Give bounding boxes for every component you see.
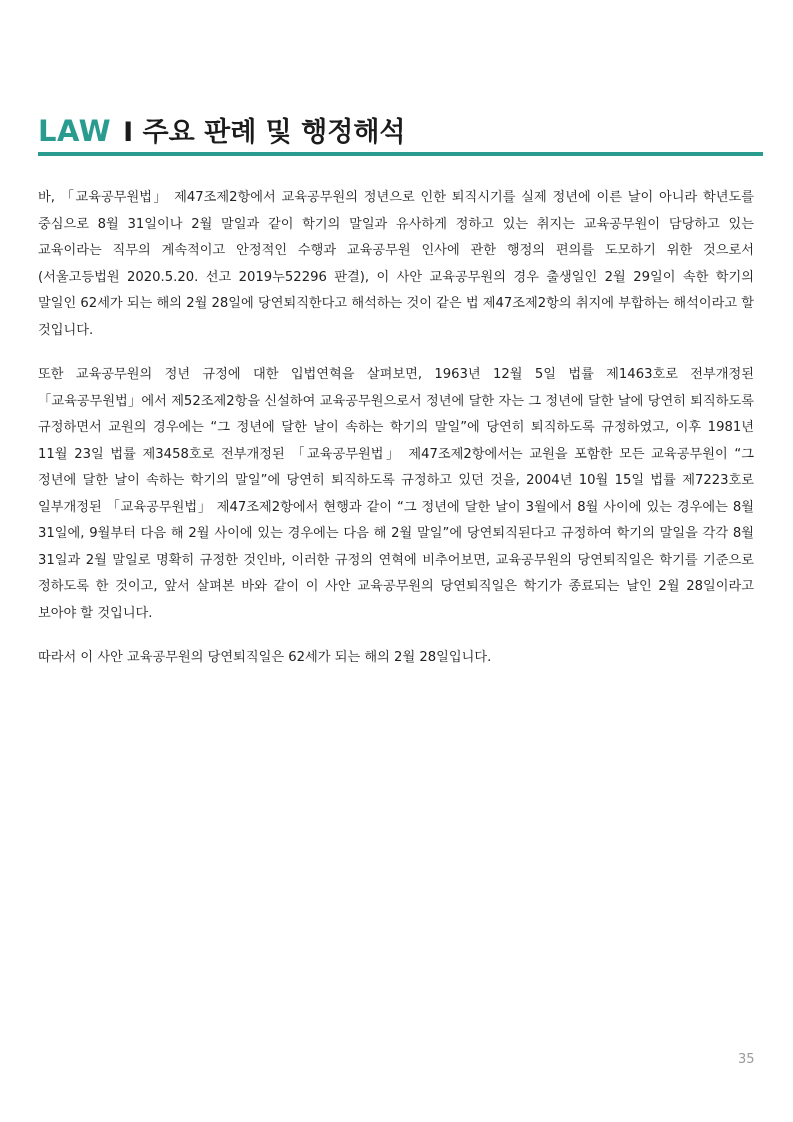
page-number: 35 (738, 1052, 755, 1067)
header-divider (38, 152, 763, 156)
paragraph-2: 또한 교육공무원의 정년 규정에 대한 입법연혁을 살펴보면, 1963년 12월 5일 법률 제1463호로 전부개정된 「교육공무원법」에서 제52조제2항을 신설하여 교육공무원으로서 정년에 달한 자는 그 정년에 달한 날에 당연히 퇴직하도록 규정하면서 교원의 경우에는 “그 정년에 달한 날이 속하는 학기의 말일”에 당연히 퇴직하도록 규정하였고, 이후 1981년 11월 23일 법률 제3458호로 전부개정된 「교육공무원법」 제47조제2항에서는 교원을 포함한 모든 교육공무원이 “그 정년에 달한 날이 속하는 학기의 말일”에 당연히 퇴직하도록 규정하고 있던 것을, 2004년 10월 15일 법률 제7223호로 일부개정된 「교육공무원법」 제47조제2항에서 현행과 같이 “그 정년에 달한 날이 3월에서 8월 사이에 있는 경우에는 8월 31일에, 9월부터 다음 해 2월 사이에 있는 경우에는 다음 해 2월 말일”에 당연퇴직된다고 규정하여 학기의 말일을 각각 8월 31일과 2월 말일로 명확히 규정한 것인바, 이러한 규정의 연혁에 비추어보면, 교육공무원의 당연퇴직일은 학기를 기준으로 정하도록 한 것이고, 앞서 살펴본 바와 같이 이 사안 교육공무원의 당연퇴직일은 학기가 종료되는 날인 2월 28일이라고 보아야 할 것입니다. (38, 367, 754, 621)
paragraph-1: 바, 「교육공무원법」 제47조제2항에서 교육공무원의 정년으로 인한 퇴직시기를 실제 정년에 이른 날이 아니라 학년도를 중심으로 8월 31일이나 2월 말일과 같이 학기의 말일과 유사하게 정하고 있는 취지는 교육공무원이 담당하고 있는 교육이라는 직무의 계속적이고 안정적인 수행과 교육공무원 인사에 관한 행정의 편의를 도모하기 위한 것으로서(서울고등법원 2020.5.20. 선고 2019누52296 판결), 이 사안 교육공무원의 경우 출생일인 2월 29일이 속한 학기의 말일인 62세가 되는 해의 2월 28일에 당연퇴직한다고 해석하는 것이 같은 법 제47조제2항의 취지에 부합하는 해석이라고 할 것입니다. (38, 190, 754, 338)
page-header (38, 110, 763, 156)
law-label: LAW (38, 114, 112, 148)
document-body (38, 185, 754, 672)
header-title-row (38, 110, 763, 150)
section-title: I 주요 판례 및 행정해석 (123, 117, 406, 148)
paragraph-3: 따라서 이 사안 교육공무원의 당연퇴직일은 62세가 되는 해의 2월 28일입니다. (38, 650, 492, 665)
